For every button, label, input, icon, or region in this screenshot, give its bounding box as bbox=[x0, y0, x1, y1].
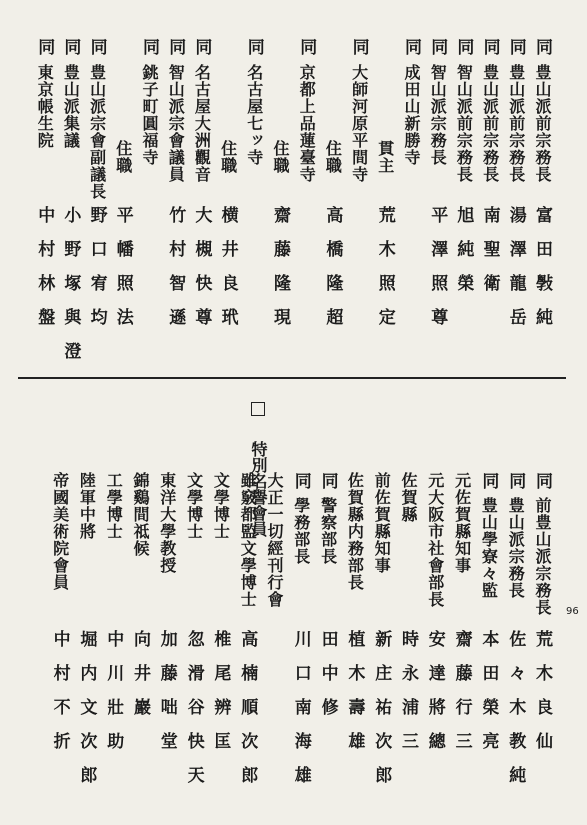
ditto-mark: 同 bbox=[479, 38, 500, 55]
entry-title: 智山派宗務長 bbox=[428, 64, 448, 166]
entry-title: 雖竅都監文學博士 bbox=[238, 472, 258, 608]
entry-title: 豊山學寮々監 bbox=[479, 497, 499, 599]
entry-name: 南聖衛 bbox=[479, 206, 500, 308]
ditto-mark: 同 bbox=[427, 38, 448, 55]
entry-title: 豊山派前宗務長 bbox=[533, 64, 552, 183]
ditto-mark: 同 bbox=[532, 472, 552, 489]
entry-name: 荒木良仙 bbox=[532, 630, 552, 766]
entry-name: 平幡照法 bbox=[112, 206, 133, 342]
entry-name: 時永浦三 bbox=[398, 630, 418, 766]
ditto-mark: 同 bbox=[86, 38, 107, 55]
ditto-mark: 同 bbox=[191, 38, 212, 55]
entry-name: 加藤咄堂 bbox=[156, 630, 177, 766]
entry-title: 大正一切經刊行會 bbox=[265, 472, 284, 608]
ditto-mark: 同 bbox=[505, 38, 526, 55]
entry-title: 名古屋七ッ寺 bbox=[244, 64, 264, 166]
entry-title: 貫主 bbox=[375, 140, 395, 174]
ditto-mark: 同 bbox=[317, 472, 338, 489]
entry-name: 新庄祐次郎 bbox=[371, 630, 392, 800]
entry-name: 湯澤龍岳 bbox=[505, 206, 526, 342]
entry-name: 小野塚與澄 bbox=[60, 206, 81, 376]
entry-title: 警察部長 bbox=[318, 497, 338, 565]
ditto-mark: 同 bbox=[478, 472, 499, 489]
ditto-mark: 同 bbox=[139, 38, 159, 55]
entry-title: 文學博士 bbox=[211, 472, 231, 540]
entry-title: 元佐賀縣知事 bbox=[452, 472, 472, 574]
entry-title: 大師河原平間寺 bbox=[349, 64, 369, 183]
entry-title: 前豊山派宗務長 bbox=[533, 497, 552, 616]
entry-title: 前佐賀縣知事 bbox=[372, 472, 392, 574]
ditto-mark: 同 bbox=[453, 38, 474, 55]
entry-name: 荒木照定 bbox=[374, 206, 395, 342]
ditto-mark: 同 bbox=[348, 38, 369, 55]
entry-name: 高橋隆超 bbox=[322, 206, 343, 342]
page-number: 96 bbox=[566, 606, 579, 617]
entry-title: 智山派宗會議員 bbox=[166, 64, 186, 183]
entry-name: 中村林盤 bbox=[34, 206, 55, 342]
entry-title: 名古屋大洲觀音 bbox=[192, 64, 212, 183]
entry-name: 忽滑谷快天 bbox=[183, 630, 204, 800]
entry-name: 横井良玳 bbox=[217, 206, 238, 342]
entry-title: 陸軍中將 bbox=[77, 472, 97, 540]
entry-name: 竹村智遜 bbox=[165, 206, 186, 342]
ditto-mark: 同 bbox=[532, 38, 552, 55]
entry-name: 椎尾辨匡 bbox=[210, 630, 231, 766]
entry-name: 高楠順次郎 bbox=[237, 630, 258, 800]
entry-title: 學務部長 bbox=[291, 497, 311, 565]
entry-title: 文學博士 bbox=[184, 472, 204, 540]
entry-name: 大槻快尊 bbox=[191, 206, 212, 342]
entry-title: 豊山派前宗務長 bbox=[480, 64, 500, 183]
ditto-mark: 同 bbox=[401, 38, 421, 55]
entry-name: 齋藤隆現 bbox=[270, 206, 290, 342]
entry-name: 野口宥均 bbox=[86, 206, 107, 342]
entry-title: 佐賀縣内務部長 bbox=[345, 472, 365, 591]
ditto-mark: 同 bbox=[296, 38, 317, 55]
entry-title: 東洋大學教授 bbox=[157, 472, 177, 574]
entry-title: 智山派前宗務長 bbox=[454, 64, 474, 183]
entry-title: 佐賀縣 bbox=[399, 472, 418, 523]
entry-name: 中村不折 bbox=[49, 630, 70, 766]
entry-title: 銚子町圓福寺 bbox=[140, 64, 159, 166]
entry-title: 豊山派前宗務長 bbox=[506, 64, 526, 183]
entry-name: 本田榮亮 bbox=[478, 630, 499, 766]
entry-title: 住職 bbox=[113, 140, 133, 174]
ditto-mark: 同 bbox=[290, 472, 311, 489]
entry-name: 平澤照尊 bbox=[427, 206, 448, 342]
entry-title: 住職 bbox=[271, 140, 290, 174]
section-heading-text: 特別名譽會員 bbox=[249, 441, 268, 537]
entry-name: 齋藤行三 bbox=[451, 630, 472, 766]
entry-title: 東京帳生院 bbox=[35, 64, 55, 149]
entry-title: 成田山新勝寺 bbox=[402, 64, 421, 166]
entry-title: 錦鷄間祗候 bbox=[131, 472, 150, 557]
entry-name: 堀内文次郎 bbox=[76, 630, 97, 800]
ditto-mark: 同 bbox=[165, 38, 186, 55]
box-bullet-icon bbox=[251, 402, 265, 416]
entry-title: 元大阪市社會部長 bbox=[425, 472, 445, 608]
ditto-mark: 同 bbox=[60, 38, 81, 55]
ditto-mark: 同 bbox=[34, 38, 55, 55]
entry-title: 豊山派宗會副議長 bbox=[87, 64, 107, 200]
section-divider bbox=[18, 377, 566, 379]
entry-name: 向井巖 bbox=[130, 630, 150, 732]
entry-name: 田中修 bbox=[317, 630, 338, 732]
entry-title: 豊山派宗務長 bbox=[506, 497, 526, 599]
entry-name: 富田斅純 bbox=[532, 206, 552, 342]
entry-title: 京都上品蓮臺寺 bbox=[297, 64, 317, 183]
entry-name: 植木壽雄 bbox=[344, 630, 365, 766]
entry-name: 旭純榮 bbox=[453, 206, 474, 308]
ditto-mark: 同 bbox=[243, 38, 264, 55]
entry-name: 安達將總 bbox=[424, 630, 445, 766]
entry-title: 工學博士 bbox=[104, 472, 124, 540]
entry-name: 佐々木教純 bbox=[505, 630, 526, 800]
entry-name: 川口南海雄 bbox=[290, 630, 311, 800]
entry-title: 住職 bbox=[323, 140, 343, 174]
entry-title: 豊山派集議 bbox=[61, 64, 81, 149]
entry-title: 住職 bbox=[218, 140, 238, 174]
entry-name: 中川壯助 bbox=[103, 630, 124, 766]
ditto-mark: 同 bbox=[505, 472, 526, 489]
entry-title: 帝國美術院會員 bbox=[50, 472, 70, 591]
